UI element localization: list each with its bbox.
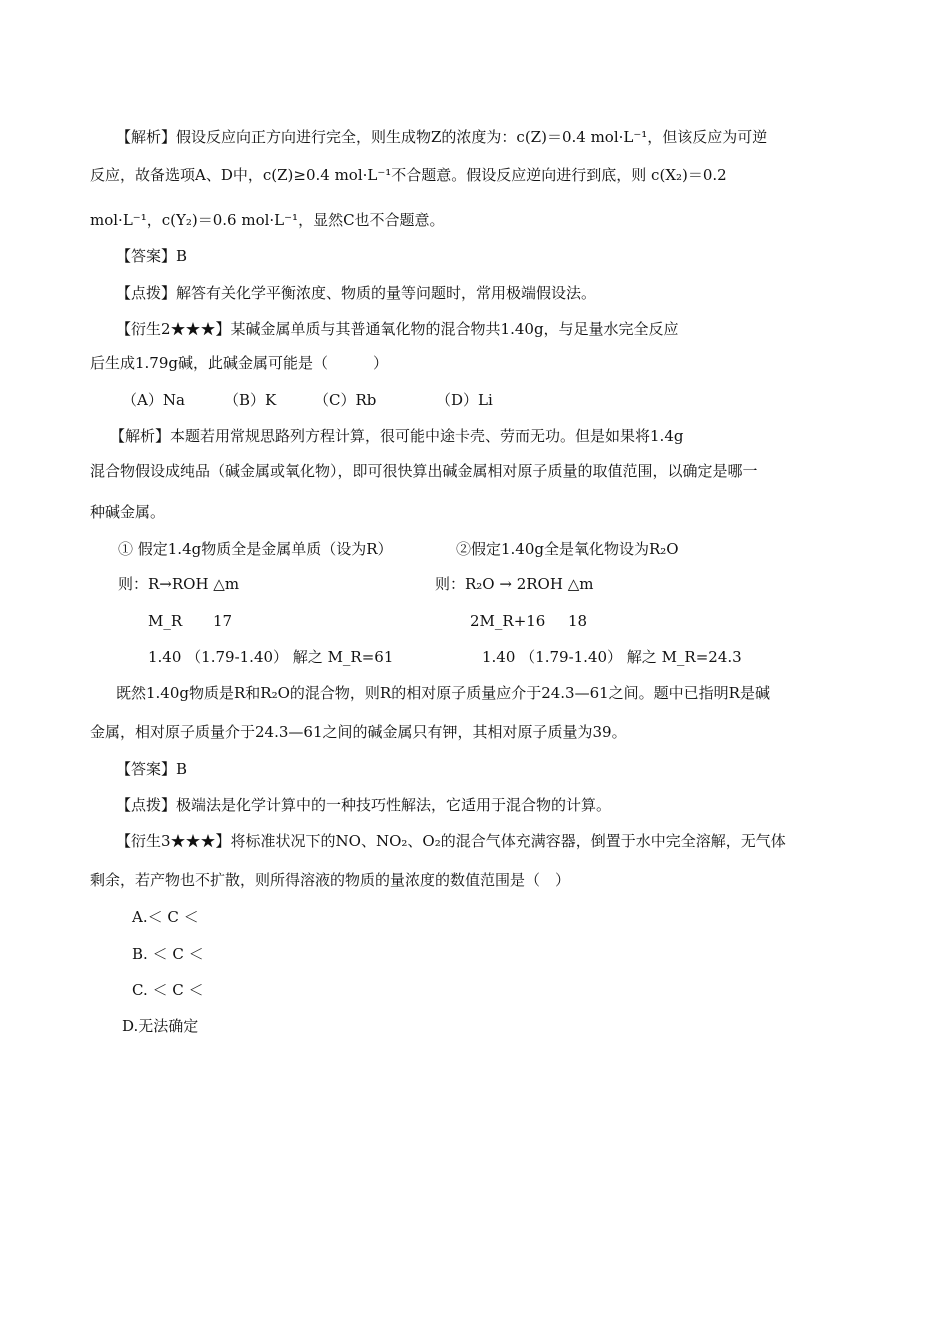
assumption-1-delta: 17 (213, 612, 233, 630)
question-2-line-2: 后生成1.79g碱，此碱金属可能是（ ） (90, 354, 389, 372)
analysis-1-line-2: 反应，故备选项A、D中，c(Z)≥0.4 mol·L⁻¹不合题意。假设反应逆向进行到底，则 c(X₂)＝0.2 (90, 166, 727, 184)
question-3-option-b: B. ＜ C ＜ (132, 945, 204, 963)
analysis-1-line-3: mol·L⁻¹，c(Y₂)＝0.6 mol·L⁻¹，显然C也不合题意。 (90, 211, 445, 229)
analysis-2-line-3: 种碱金属。 (90, 503, 166, 521)
assumption-1-molar-mass: M_R (148, 612, 183, 630)
conclusion-line-2: 金属，相对原子质量介于24.3—61之间的碱金属只有钾，其相对原子质量为39。 (90, 723, 627, 741)
assumption-1-result: 1.40 （1.79-1.40） 解之 M_R=61 (148, 648, 394, 666)
option-b: （B）K (224, 391, 277, 409)
question-3-line-2: 剩余，若产物也不扩散，则所得溶液的物质的量浓度的数值范围是（ ） (90, 871, 571, 889)
assumption-2-molar-mass: 2M_R+16 (470, 612, 546, 630)
question-3-option-a: A.＜ C ＜ (132, 908, 199, 926)
tip-1: 【点拨】解答有关化学平衡浓度、物质的量等问题时，常用极端假设法。 (116, 284, 597, 302)
answer-2: 【答案】B (116, 760, 188, 778)
analysis-2-line-1: 【解析】本题若用常规思路列方程计算，很可能中途卡壳、劳而无功。但是如果将1.4g (110, 427, 684, 445)
question-2-line-1: 【衍生2★★★】某碱金属单质与其普通氧化物的混合物共1.40g，与足量水完全反应 (116, 320, 679, 338)
answer-1: 【答案】B (116, 247, 188, 265)
option-d: （D）Li (436, 391, 493, 409)
assumption-2-equation: 则：R₂O → 2ROH △m (435, 575, 594, 593)
conclusion-line-1: 既然1.40g物质是R和R₂O的混合物，则R的相对原子质量应介于24.3—61之间。题中已指明R是碱 (116, 684, 770, 702)
assumption-1-heading: ① 假定1.4g物质全是金属单质（设为R） (118, 540, 393, 558)
option-c: （C）Rb (314, 391, 377, 409)
analysis-2-line-2: 混合物假设成纯品（碱金属或氧化物），即可很快算出碱金属相对原子质量的取值范围，以确定是哪一 (90, 462, 758, 480)
question-3-line-1: 【衍生3★★★】将标准状况下的NO、NO₂、O₂的混合气体充满容器，倒置于水中完全溶解，无气体 (116, 832, 786, 850)
assumption-2-result: 1.40 （1.79-1.40） 解之 M_R=24.3 (482, 648, 742, 666)
assumption-1-equation: 则：R→ROH △m (118, 575, 240, 593)
assumption-2-heading: ②假定1.40g全是氧化物设为R₂O (456, 540, 679, 558)
analysis-1-line-1: 【解析】假设反应向正方向进行完全，则生成物Z的浓度为：c(Z)＝0.4 mol·L⁻¹，但该反应为可逆 (116, 128, 768, 146)
option-a: （A）Na (122, 391, 185, 409)
question-3-option-c: C. ＜ C ＜ (132, 981, 204, 999)
question-3-option-d: D.无法确定 (122, 1017, 199, 1035)
assumption-2-delta: 18 (568, 612, 588, 630)
tip-2: 【点拨】极端法是化学计算中的一种技巧性解法，它适用于混合物的计算。 (116, 796, 612, 814)
